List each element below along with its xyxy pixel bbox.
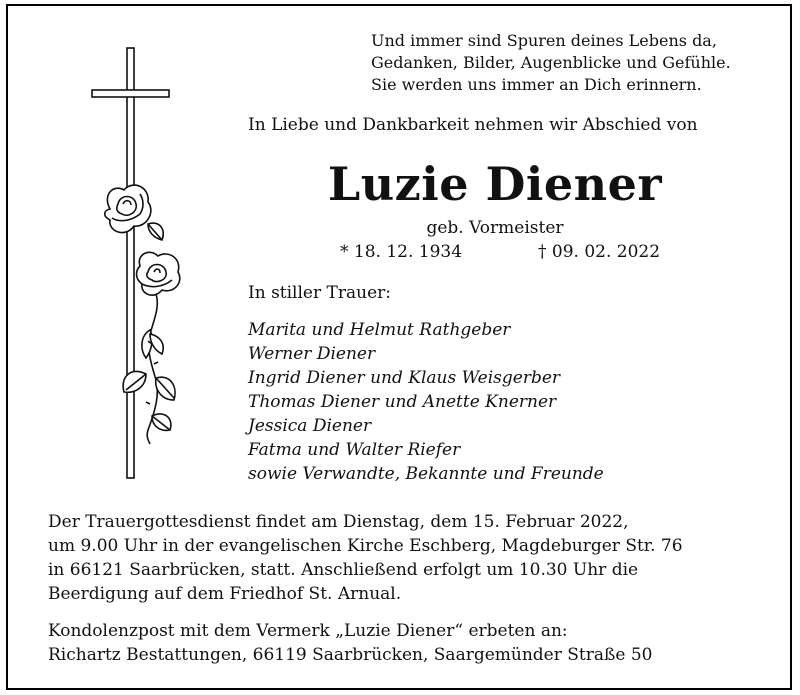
poem-line: Gedanken, Bilder, Augenblicke und Gefühle.	[371, 53, 731, 72]
condolence-line: Kondolenzpost mit dem Vermerk „Luzie Diener“ erbeten an:	[48, 621, 568, 641]
mourners-list	[248, 318, 604, 486]
service-line: um 9.00 Uhr in der evangelischen Kirche Eschberg, Magdeburger Str. 76	[48, 536, 683, 556]
mourner: Fatma und Walter Riefer	[248, 440, 461, 460]
condolence-info	[48, 619, 652, 667]
mourner: Ingrid Diener und Klaus Weisgerber	[248, 368, 561, 388]
death-date: † 09. 02. 2022	[538, 242, 661, 262]
cross-with-roses-icon	[90, 44, 200, 484]
mourner: Marita und Helmut Rathgeber	[248, 320, 511, 340]
service-line: in 66121 Saarbrücken, statt. Anschließend erfolgt um 10.30 Uhr die	[48, 560, 639, 580]
service-line: Der Trauergottesdienst findet am Dienstag, dem 15. Februar 2022,	[48, 512, 629, 532]
mourner: sowie Verwandte, Bekannte und Freunde	[248, 464, 604, 484]
service-line: Beerdigung auf dem Friedhof St. Arnual.	[48, 584, 402, 604]
poem-line: Und immer sind Spuren deines Lebens da,	[371, 31, 717, 50]
condolence-line: Richartz Bestattungen, 66119 Saarbrücken, Saargemünder Straße 50	[48, 645, 653, 665]
mourning-label: In stiller Trauer:	[248, 283, 391, 303]
mourner: Jessica Diener	[248, 416, 372, 436]
poem-line: Sie werden uns immer an Dich erinnern.	[371, 75, 702, 94]
poem	[371, 30, 731, 96]
birth-date: * 18. 12. 1934	[340, 242, 463, 262]
deceased-name: Luzie Diener	[327, 157, 663, 211]
mourner: Werner Diener	[248, 344, 376, 364]
intro-text: In Liebe und Dankbarkeit nehmen wir Abschied von	[248, 115, 698, 135]
service-info	[48, 510, 683, 606]
maiden-name: geb. Vormeister	[426, 218, 564, 238]
mourner: Thomas Diener und Anette Knerner	[248, 392, 557, 412]
